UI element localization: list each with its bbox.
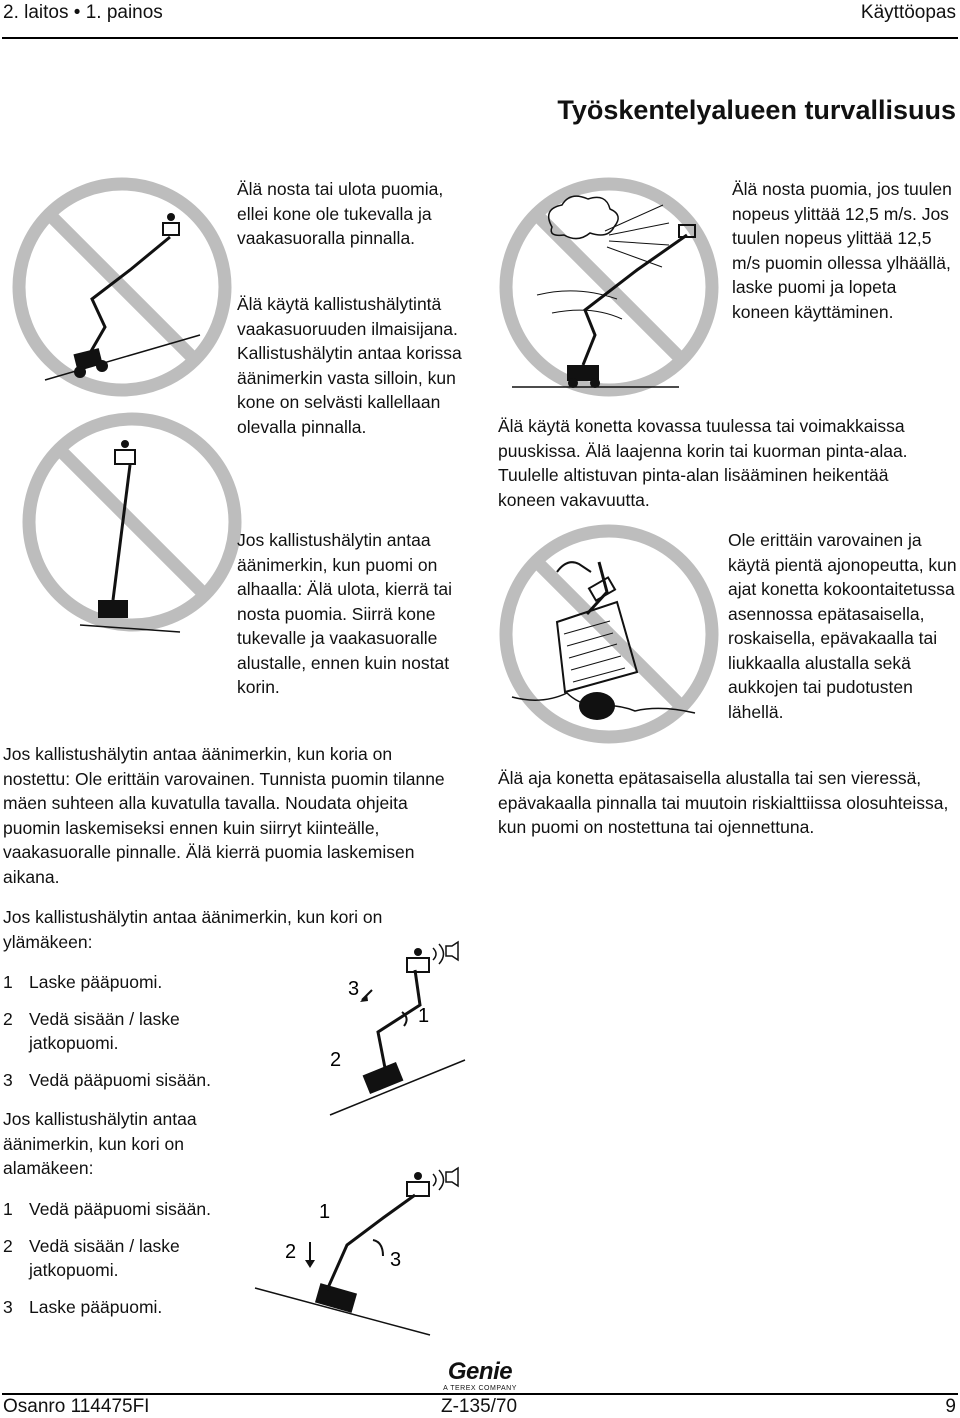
footer-rule [2,1393,958,1395]
level-surface-warning: Älä nosta tai ulota puomia, ellei kone ole tukevalla ja vaakasuoralla pinnalla. [237,179,444,248]
header-rule [2,37,958,39]
downhill-step: 3 Laske pääpuomi. [3,1296,163,1317]
uphill-recovery-diagram [320,940,470,1120]
logo-brand: Genie [447,1358,513,1385]
tilt-alarm-info: Älä käytä kallistushälytintä vaakasuoruuden ilmaisijana. Kallistushälytin antaa korissa äänimerkin vasta silloin, kun kone on selvästi kallellaan olevalla pinnalla. [237,294,462,437]
part-number: Osanro 114475FI [3,1396,150,1417]
boom-raised-alarm-instruction: Jos kallistushälytin antaa äänimerkin, kun koria on nostettu: Ole erittäin varovainen. Tunnista puomin tilanne mäen suhteen alla kuvatulla tavalla. Noudata ohjeita puomin laskemiseksi ennen kuin siirryt kiinteälle, vaakasuoralle pinnalle. Älä kierrä puomia laskemisen aikana. [3,744,445,887]
downhill-label-1: 1 [319,1201,331,1223]
uphill-step: 2 Vedä sisään / laske jatkopuomi. [3,1008,180,1053]
downhill-label-3: 3 [390,1249,402,1271]
downhill-steps [3,1197,253,1331]
model-number: Z-135/70 [441,1396,518,1417]
careful-driving-warning: Ole erittäin varovainen ja käytä pientä ajonopeutta, kun ajat konetta kokoontaitetussa asennossa epätasaisella, roskaisella, epävakaalla tai liukkaalla alustalla sekä aukkojen tai pudotusten lähellä. [728,530,957,722]
downhill-recovery-diagram [255,1160,470,1340]
boom-lowered-alarm-instruction: Jos kallistushälytin antaa äänimerkin, kun puomi on alhaalla: Älä ulota, kierrä tai nosta puomia. Siirrä kone tukevalle ja vaakasuoralle alustalle, ennen kuin nostat korin. [237,530,452,697]
uphill-step: 1 Laske pääpuomi. [3,972,163,992]
strong-wind-warning: Älä käytä konetta kovassa tuulessa tai voimakkaissa puuskissa. Älä laajenna korin tai kuorman pinta-alaa. Tuulelle altistuvan pinta-alan lisääminen heikentää koneen vakavuutta. [498,416,908,510]
page-number: 9 [945,1396,956,1417]
page-title: Työskentelyalueen turvallisuus [557,95,956,125]
genie-logo [430,1360,530,1393]
downhill-label-2: 2 [285,1241,297,1263]
uphill-label-3: 3 [348,978,360,1000]
downhill-intro: Jos kallistushälytin antaa äänimerkin, kun kori on alamäkeen: [3,1109,197,1178]
manual-name: Käyttöopas [860,2,956,23]
logo-tagline: A TEREX COMPANY [443,1385,517,1392]
rough-surface-warning: Älä aja konetta epätasaisella alustalla tai sen vieressä, epävakaalla pinnalla tai muutoin riskialttiissa olosuhteissa, kun puomi on nostettuna tai ojennettuna. [498,768,949,837]
uphill-intro: Jos kallistushälytin antaa äänimerkin, kun kori on ylämäkeen: [3,907,383,952]
downhill-step: 1 Vedä pääpuomi sisään. [3,1199,211,1219]
edition-label: 2. laitos • 1. painos [3,2,163,23]
tilted-slope-prohibition-illustration [10,175,235,400]
tall-boom-prohibition-illustration [20,410,245,635]
wind-speed-warning: Älä nosta puomia, jos tuulen nopeus ylittää 12,5 m/s. Jos tuulen nopeus ylittää 12,5 m/s puomin ollessa ylhäällä, laske puomi ja lopeta koneen käyttäminen. [732,179,952,322]
wind-prohibition-illustration [497,175,722,400]
rough-terrain-prohibition-illustration [497,522,722,747]
uphill-label-2: 2 [330,1049,342,1071]
uphill-step: 3 Vedä pääpuomi sisään. [3,1069,211,1090]
uphill-label-1: 1 [418,1005,430,1027]
downhill-step: 2 Vedä sisään / laske jatkopuomi. [3,1235,180,1280]
uphill-steps [3,970,253,1104]
